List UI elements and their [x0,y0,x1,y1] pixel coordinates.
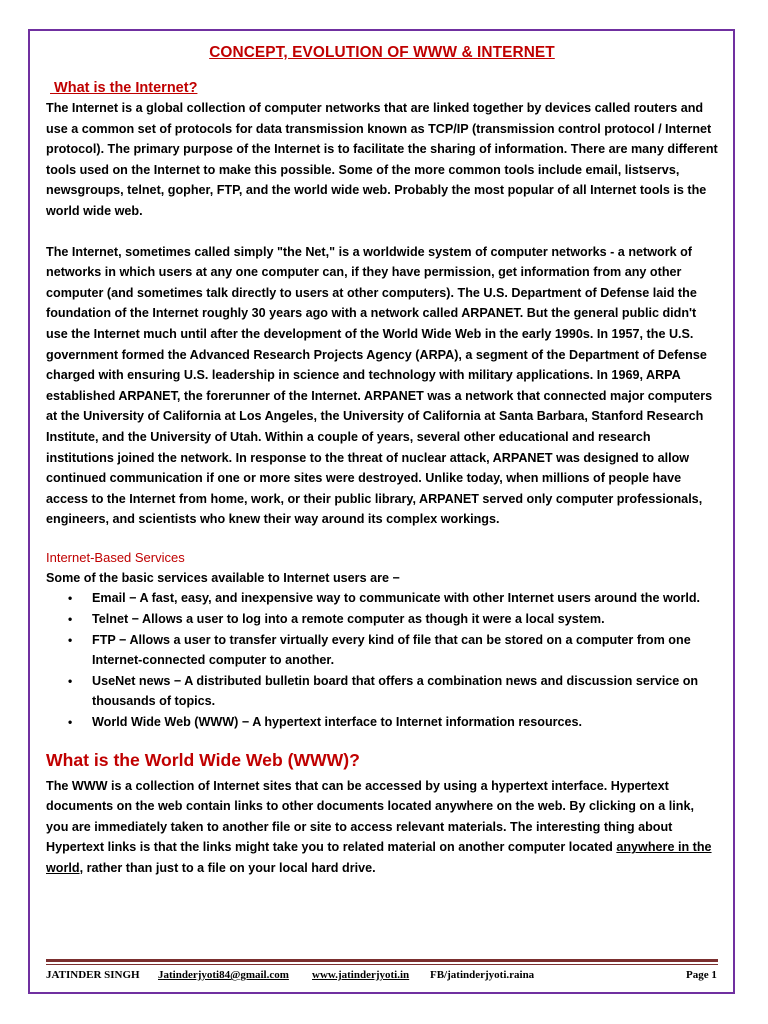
subheading-internet-services: Internet-Based Services [46,549,185,565]
list-item-text: Email − A fast, easy, and inexpensive way to communicate with other Internet users around the world. [92,591,701,606]
paragraph-internet-definition: The Internet is a global collection of computer networks that are linked together by devices called routers and use a common set of protocols for data transmission known as TCP/IP (transmission control protocol / Internet protocol). The primary purpose of the Internet is to facilitate the sharing of information. There are many different tools used on the Internet to make this possible. Some of the more common tools include email, listservs, newsgroups, telnet, gopher, FTP, and the world wide web. Probably the most popular of all Internet tools is the world wide web. [46,101,718,218]
list-item [46,588,718,609]
www-text-start: The WWW is a collection of Internet sites that can be accessed by using a hypertext interface. Hypertext documents on the web contain links to other documents located anywhere on the web. By clicking on a link, you are immediately taken to another file or site to access relevant materials. The interesting thing about Hypertext links is that the links might take you to related material on another computer located [46,778,694,855]
footer-divider-thick [46,959,718,962]
paragraph-internet-history: The Internet, sometimes called simply "the Net," is a worldwide system of computer networks - a network of networks in which users at any one computer can, if they have permission, get information from any other computer (and sometimes talk directly to users at other computers). The U.S. Department of Defense laid the foundation of the Internet roughly 30 years ago with a network called ARPANET. But the general public didn't use the Internet much until after the development of the World Wide Web in the early 1990s. In 1957, the U.S. government formed the Advanced Research Projects Agency (ARPA), a segment of the Department of Defense charged with ensuring U.S. leadership in science and technology with military applications. In 1969, ARPA established ARPANET, the forerunner of the Internet. ARPANET was a network that connected major computers at the University of California at Los Angeles, the University of California at Santa Barbara, Stanford Research Institute, and the University of Utah. Within a couple of years, several other educational and research institutions joined the network. In response to the threat of nuclear attack, ARPANET was designed to allow continued communication if one or more sites were destroyed. Unlike today, when millions of people have access to the Internet from home, work, or their public library, ARPANET served only computer professionals, engineers, and scientists who knew their way around its complex workings. [46,244,713,527]
bullet-icon: • [68,673,73,688]
footer-website-link[interactable]: www.jatinderjyoti.in [312,969,410,981]
list-item-text: UseNet news − A distributed bulletin board that offers a combination news and discussion service on thousands of topics. [92,673,699,709]
footer-author: JATINDER SINGH [46,969,140,981]
list-item [46,630,718,671]
bullet-icon: • [68,715,73,730]
bullet-icon: • [68,632,73,647]
list-item-text: FTP − Allows a user to transfer virtually every kind of file that can be stored on a computer from one Internet-connected computer to another. [92,632,691,668]
services-list [46,588,718,732]
list-item [46,671,718,712]
page-number: Page 1 [686,969,717,981]
paragraph-www-definition [46,776,718,879]
section-heading-www: What is the World Wide Web (WWW)? [46,749,360,770]
anywhere-in-the-world-link[interactable]: anywhere in the world [46,840,712,875]
list-item [46,609,718,630]
document-body [46,44,718,879]
bullet-icon: • [68,612,73,627]
section-heading-internet: What is the Internet? [50,80,198,96]
list-item [46,712,718,733]
bullet-icon: • [68,591,73,606]
services-intro: Some of the basic services available to Internet users are − [46,570,400,585]
list-item-text: World Wide Web (WWW) − A hypertext interface to Internet information resources. [92,715,583,730]
page-title: CONCEPT, EVOLUTION OF WWW & INTERNET [209,44,555,61]
footer-divider-thin [46,964,718,965]
footer-facebook: FB/jatinderjyoti.raina [430,969,535,981]
www-text-end: , rather than just to a file on your local hard drive. [79,861,376,875]
list-item-text: Telnet − Allows a user to log into a remote computer as though it were a local system. [92,612,605,627]
footer-email-link[interactable]: Jatinderjyoti84@gmail.com [158,969,289,981]
paragraph-gap [46,222,718,242]
